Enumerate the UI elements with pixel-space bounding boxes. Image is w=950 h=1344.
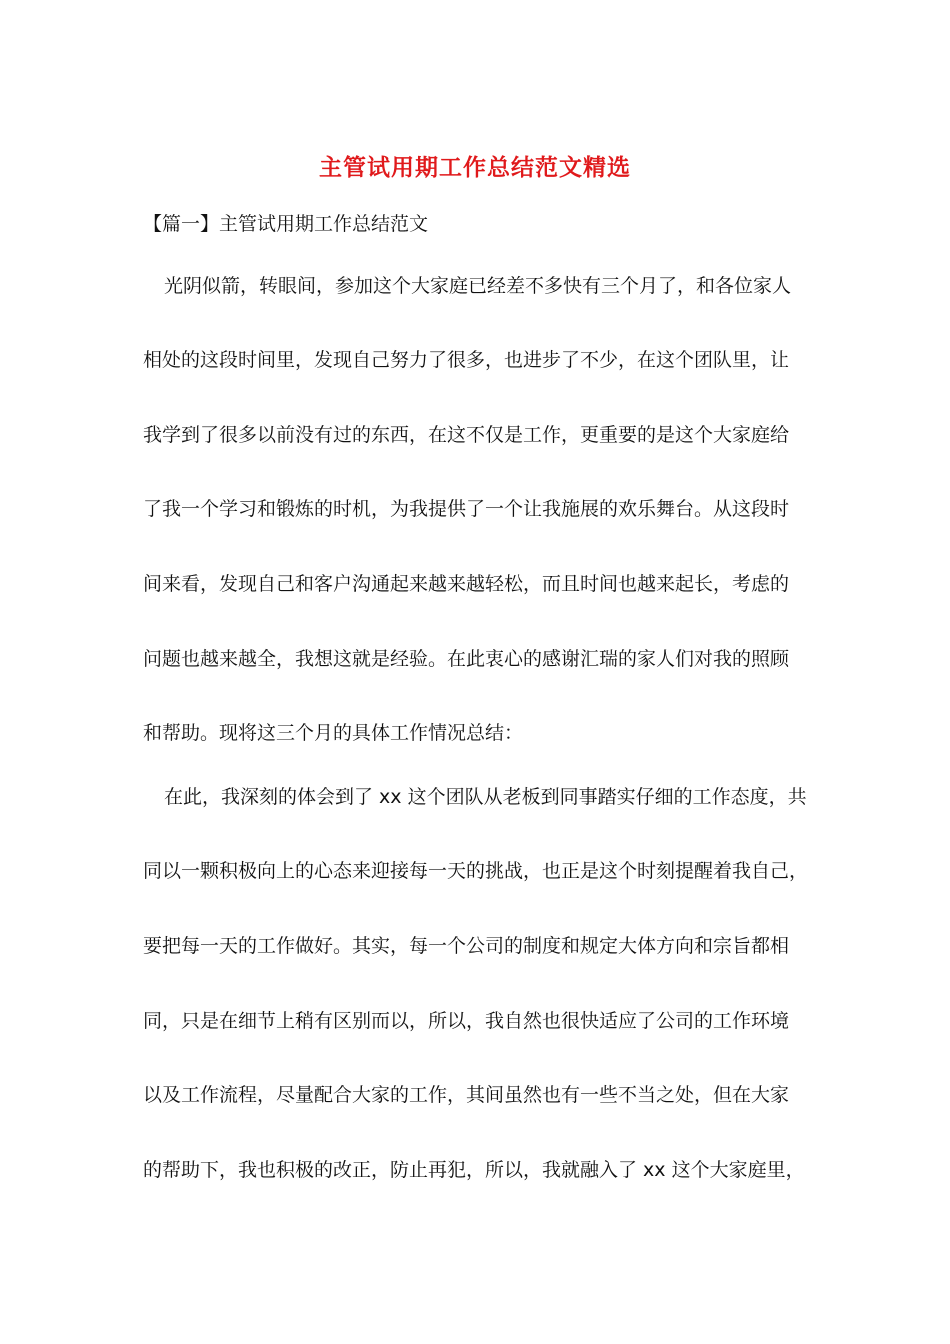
paragraph-line: 在此，我深刻的体会到了 xx 这个团队从老板到同事踏实仔细的工作态度，共 bbox=[164, 786, 807, 808]
paragraph-line: 问题也越来越全，我想这就是经验。在此衷心的感谢汇瑞的家人们对我的照顾 bbox=[143, 648, 790, 670]
document-title: 主管试用期工作总结范文精选 bbox=[319, 154, 631, 181]
paragraph-line: 要把每一天的工作做好。其实，每一个公司的制度和规定大体方向和宗旨都相 bbox=[143, 935, 790, 957]
paragraph-line: 相处的这段时间里，发现自己努力了很多，也进步了不少，在这个团队里，让 bbox=[143, 349, 790, 371]
paragraph-line: 以及工作流程，尽量配合大家的工作，其间虽然也有一些不当之处，但在大家 bbox=[143, 1084, 790, 1106]
paragraph-line: 间来看，发现自己和客户沟通起来越来越轻松，而且时间也越来起长，考虑的 bbox=[143, 573, 790, 595]
paragraph-line: 我学到了很多以前没有过的东西，在这不仅是工作，更重要的是这个大家庭给 bbox=[143, 424, 790, 446]
paragraph-line: 同，只是在细节上稍有区别而以，所以，我自然也很快适应了公司的工作环境 bbox=[143, 1010, 790, 1032]
paragraph-line: 的帮助下，我也积极的改正，防止再犯，所以，我就融入了 xx 这个大家庭里， bbox=[143, 1159, 805, 1181]
paragraph-line: 了我一个学习和锻炼的时机，为我提供了一个让我施展的欢乐舞台。从这段时 bbox=[143, 498, 790, 520]
paragraph-line: 和帮助。现将这三个月的具体工作情况总结： bbox=[143, 722, 524, 744]
paragraph-line: 同以一颗积极向上的心态来迎接每一天的挑战，也正是这个时刻提醒着我自己， bbox=[143, 860, 808, 882]
section-heading: 【篇一】主管试用期工作总结范文 bbox=[143, 213, 429, 235]
paragraph-line: 光阴似箭，转眼间，参加这个大家庭已经差不多快有三个月了，和各位家人 bbox=[164, 275, 792, 297]
